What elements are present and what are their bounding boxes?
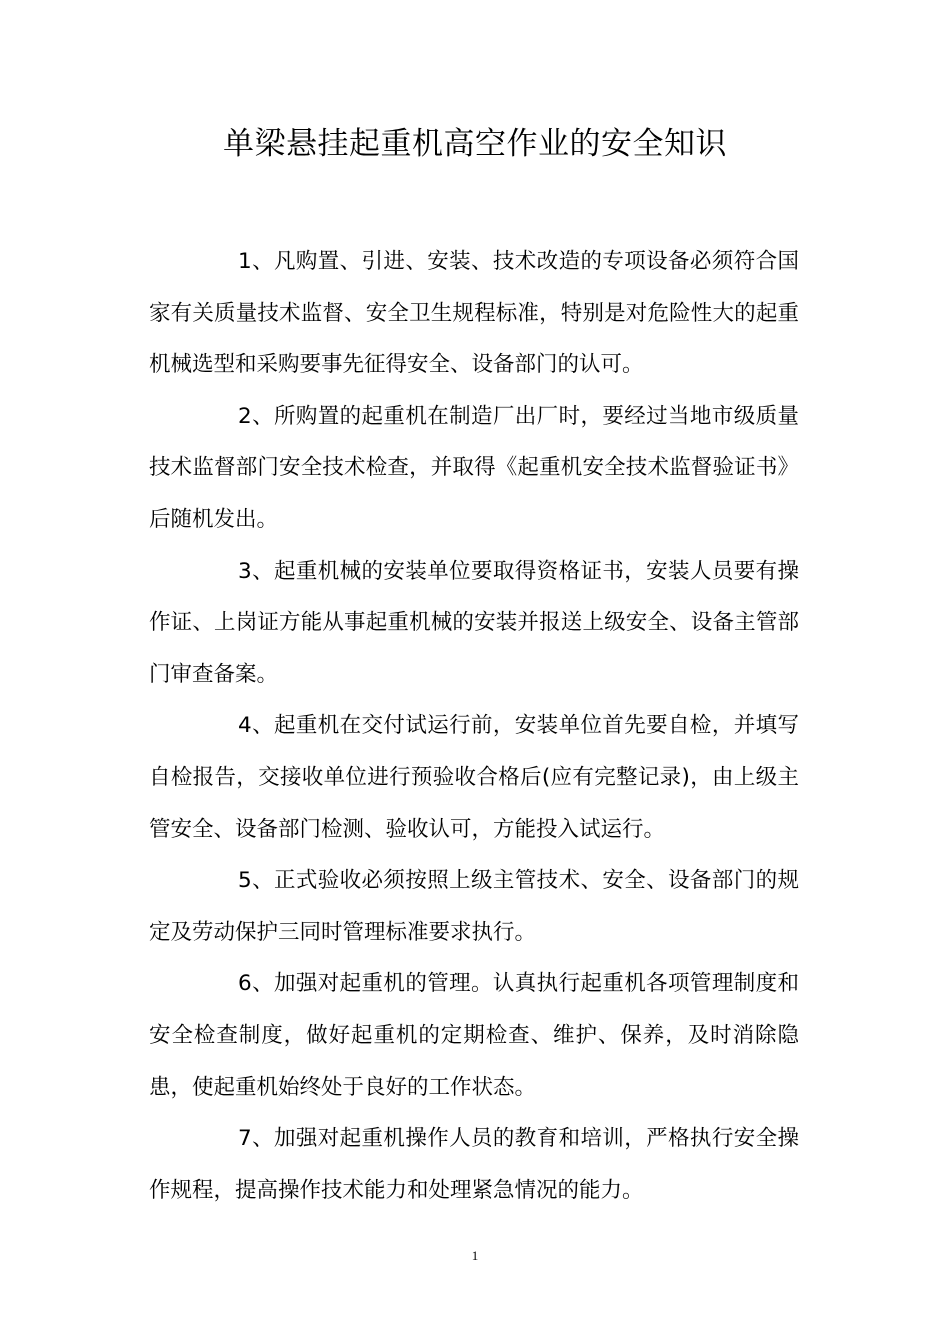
paragraph-3: 3、起重机械的安装单位要取得资格证书，安装人员要有操作证、上岗证方能从事起重机械的安装并报送上级安全、设备主管部门审查备案。 xyxy=(149,558,799,687)
paragraph-2: 2、所购置的起重机在制造厂出厂时，要经过当地市级质量技术监督部门安全技术检查，并取得《起重机安全技术监督验证书》后随机发出。 xyxy=(149,403,799,532)
page-number: 1 xyxy=(471,1248,479,1263)
document-body xyxy=(149,236,799,1216)
paragraph-1: 1、凡购置、引进、安装、技术改造的专项设备必须符合国家有关质量技术监督、安全卫生规程标准，特别是对危险性大的起重机械选型和采购要事先征得安全、设备部门的认可。 xyxy=(149,249,799,378)
paragraph-6: 6、加强对起重机的管理。认真执行起重机各项管理制度和安全检查制度，做好起重机的定期检查、维护、保养，及时消除隐患，使起重机始终处于良好的工作状态。 xyxy=(149,971,799,1100)
paragraph-5: 5、正式验收必须按照上级主管技术、安全、设备部门的规定及劳动保护三同时管理标准要求执行。 xyxy=(149,868,799,945)
document-title: 单梁悬挂起重机高空作业的安全知识 xyxy=(223,126,727,162)
paragraph-4: 4、起重机在交付试运行前，安装单位首先要自检，并填写自检报告，交接收单位进行预验收合格后(应有完整记录)，由上级主管安全、设备部门检测、验收认可，方能投入试运行。 xyxy=(149,713,799,842)
paragraph-7: 7、加强对起重机操作人员的教育和培训，严格执行安全操作规程，提高操作技术能力和处理紧急情况的能力。 xyxy=(149,1126,799,1203)
